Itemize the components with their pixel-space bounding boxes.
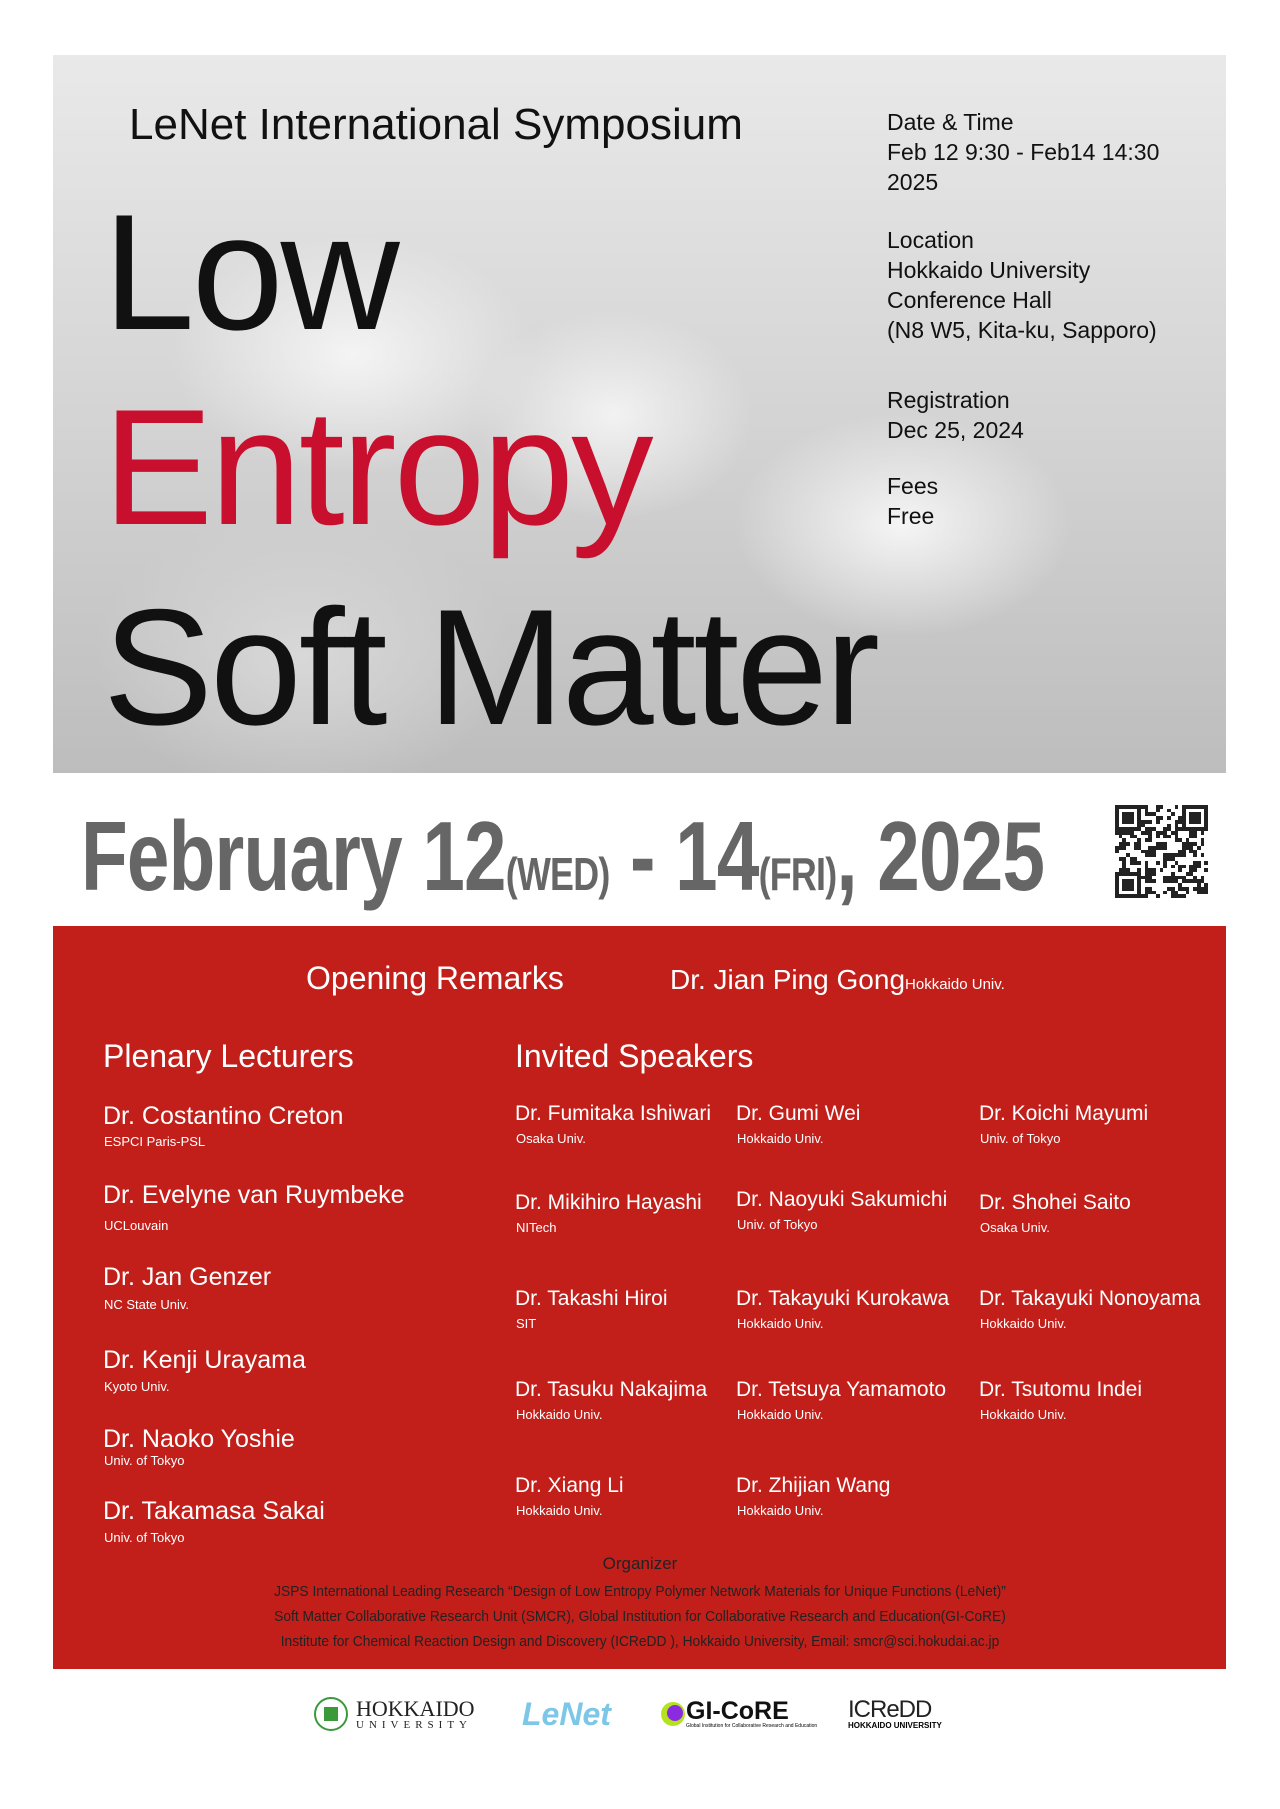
invited-speaker-name: Dr. Koichi Mayumi [979, 1102, 1149, 1125]
date-year: 2025 [887, 169, 939, 195]
invited-speaker-name: Dr. Tasuku Nakajima [515, 1378, 708, 1401]
plenary-speaker-affiliation: Univ. of Tokyo [104, 1530, 185, 1545]
logo-text: UNIVERSITY [356, 1718, 472, 1731]
invited-speaker-affiliation: Hokkaido Univ. [980, 1316, 1067, 1331]
opening-speaker-affiliation: Hokkaido Univ. [905, 976, 1005, 993]
symposium-series: LeNet International Symposium [129, 100, 743, 149]
qr-code-icon[interactable] [1115, 805, 1208, 898]
opening-speaker [670, 964, 1005, 996]
invited-speaker-name: Dr. Takashi Hiroi [515, 1287, 668, 1310]
invited-speaker-name: Dr. Xiang Li [515, 1474, 624, 1497]
invited-speaker-name: Dr. Shohei Saito [979, 1191, 1131, 1214]
location-line: Hokkaido University [887, 257, 1091, 283]
plenary-speaker-name: Dr. Costantino Creton [103, 1102, 344, 1130]
date-year: , 2025 [836, 801, 1045, 911]
icredd-logo [848, 1692, 942, 1736]
date-end-day: (FRI) [758, 848, 837, 900]
opening-remarks-label: Opening Remarks [306, 960, 564, 996]
invited-speaker-name: Dr. Naoyuki Sakumichi [736, 1188, 948, 1211]
invited-speaker-name: Dr. Takayuki Kurokawa [736, 1287, 950, 1310]
logo-text: Global Institution for Collaborative Research and Education [686, 1723, 818, 1729]
plenary-speaker-name: Dr. Kenji Urayama [103, 1346, 306, 1374]
invited-speaker-affiliation: Hokkaido Univ. [516, 1407, 603, 1422]
invited-speaker-affiliation: Hokkaido Univ. [516, 1503, 603, 1518]
plenary-speaker-name: Dr. Jan Genzer [103, 1263, 272, 1291]
invited-heading: Invited Speakers [515, 1038, 754, 1074]
registration-value: Dec 25, 2024 [887, 417, 1024, 443]
date-value: Feb 12 9:30 - Feb14 14:30 [887, 139, 1160, 165]
invited-speaker-affiliation: Hokkaido Univ. [737, 1503, 824, 1518]
invited-speaker-name: Dr. Zhijian Wang [736, 1474, 891, 1497]
qr-module [1204, 894, 1208, 898]
plenary-speaker-name: Dr. Naoko Yoshie [103, 1425, 295, 1453]
location-label: Location [887, 227, 974, 253]
invited-speaker-affiliation: Hokkaido Univ. [737, 1316, 824, 1331]
plenary-speaker-name: Dr. Takamasa Sakai [103, 1497, 325, 1525]
opening-speaker-name: Dr. Jian Ping Gong [670, 964, 906, 995]
plenary-speaker-affiliation: Univ. of Tokyo [104, 1453, 185, 1468]
plenary-speaker-affiliation: Kyoto Univ. [104, 1379, 170, 1394]
date-start: February 12 [81, 801, 506, 911]
event-info [887, 107, 1159, 531]
invited-speaker-affiliation: SIT [516, 1316, 537, 1331]
invited-speaker-affiliation: Univ. of Tokyo [980, 1131, 1061, 1146]
logo-text: HOKKAIDO [356, 1695, 475, 1721]
invited-speaker-affiliation: Univ. of Tokyo [737, 1217, 818, 1232]
logo-text: ICReDD [848, 1696, 932, 1723]
title-line-1: Low [103, 180, 397, 364]
invited-speaker-affiliation: Hokkaido Univ. [980, 1407, 1067, 1422]
organizer-line: Institute for Chemical Reaction Design and Discovery (ICReDD ), Hokkaido University, Email: smcr@sci.hokudai.ac.jp [280, 1633, 1000, 1650]
lenet-logo: LeNet [522, 1695, 611, 1732]
hokkaido-university-logo [312, 1692, 475, 1736]
organizer-line: JSPS International Leading Research “Design of Low Entropy Polymer Network Materials for Unique Functions (LeNet)” [274, 1583, 1006, 1600]
invited-speaker-name: Dr. Gumi Wei [736, 1102, 861, 1125]
title-line-2: Entropy [103, 375, 651, 559]
invited-speaker-name: Dr. Fumitaka Ishiwari [515, 1102, 712, 1125]
logo-text: GI-CoRE [686, 1697, 789, 1725]
plenary-speaker-affiliation: UCLouvain [104, 1218, 169, 1233]
title-line-3: Soft Matter [103, 575, 877, 759]
organizer-label: Organizer [602, 1554, 678, 1573]
invited-speaker-affiliation: NITech [516, 1220, 557, 1235]
plenary-heading: Plenary Lecturers [103, 1038, 354, 1074]
date-start-day: (WED) [505, 848, 610, 900]
logo-text: HOKKAIDO UNIVERSITY [848, 1721, 942, 1730]
date-end: - 14 [609, 801, 759, 911]
invited-speaker-name: Dr. Tetsuya Yamamoto [736, 1378, 947, 1401]
location-line: Conference Hall [887, 287, 1052, 313]
hero-photo-panel [53, 55, 1226, 773]
organizer-line: Soft Matter Collaborative Research Unit (SMCR), Global Institution for Collaborative Research and Education(GI-CoRE) [274, 1608, 1006, 1625]
registration-label: Registration [887, 387, 1010, 413]
invited-speaker-affiliation: Osaka Univ. [980, 1220, 1050, 1235]
hokkaido-emblem-icon [312, 1694, 350, 1734]
plenary-speaker-affiliation: ESPCI Paris-PSL [104, 1134, 206, 1149]
fees-label: Fees [887, 473, 939, 499]
invited-speaker-name: Dr. Takayuki Nonoyama [979, 1287, 1201, 1310]
invited-speaker-name: Dr. Tsutomu Indei [979, 1378, 1143, 1401]
invited-speaker-affiliation: Osaka Univ. [516, 1131, 586, 1146]
fees-value: Free [887, 503, 935, 529]
gi-core-logo [660, 1692, 817, 1736]
plenary-speaker-affiliation: NC State Univ. [104, 1297, 190, 1312]
invited-speaker-affiliation: Hokkaido Univ. [737, 1407, 824, 1422]
plenary-speaker-name: Dr. Evelyne van Ruymbeke [103, 1181, 405, 1209]
gi-core-emblem-icon [660, 1701, 686, 1727]
invited-speaker-name: Dr. Mikihiro Hayashi [515, 1191, 702, 1214]
location-line: (N8 W5, Kita-ku, Sapporo) [887, 317, 1157, 343]
invited-speaker-affiliation: Hokkaido Univ. [737, 1131, 824, 1146]
event-dates [81, 800, 1044, 913]
date-label: Date & Time [887, 109, 1014, 135]
